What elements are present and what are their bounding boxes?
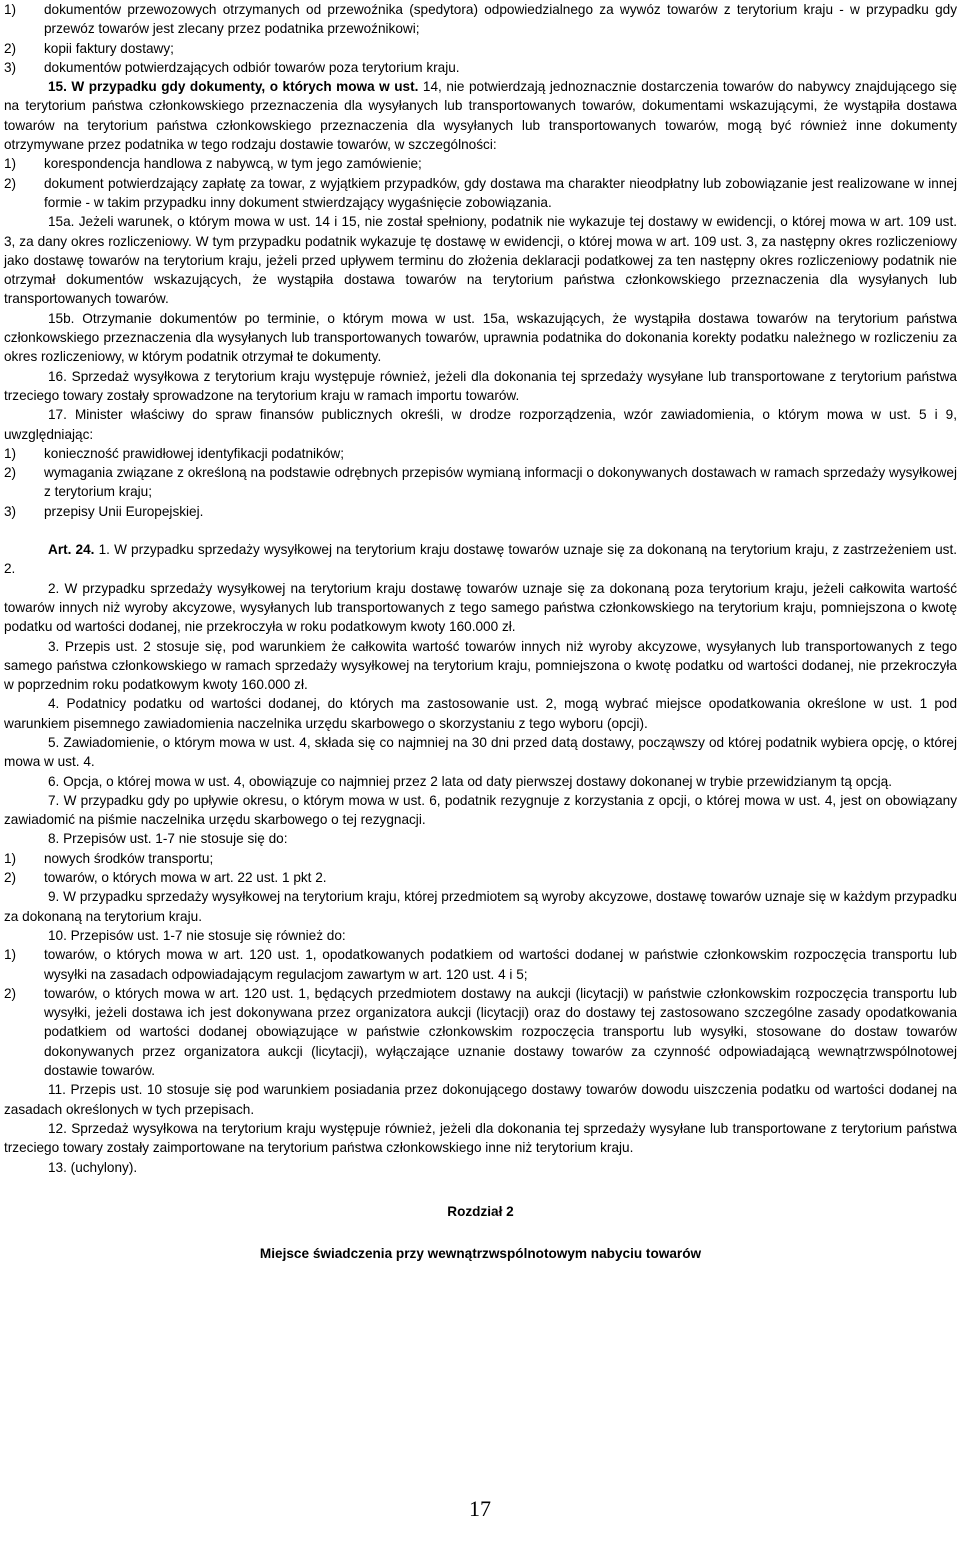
chapter-title: Miejsce świadczenia przy wewnątrzwspólnotowym nabyciu towarów	[259, 1246, 702, 1262]
spacer	[4, 521, 957, 540]
article-24-para-6: 6. Opcja, o której mowa w ust. 4, obowiązuje co najmniej przez 2 lata od daty pierwszej dostawy dokonanej w trybie przewidzianym tą opcją.	[48, 773, 892, 789]
top-list	[4, 0, 957, 77]
list-number: 1)	[4, 850, 17, 866]
list-number: 3)	[4, 59, 17, 75]
article-24-para-12: 12. Sprzedaż wysyłkowa na terytorium kraju występuje również, jeżeli dla dokonania tej sprzedaży wysyłane lub transportowane z terytorium państwa trzeciego towary zostały zaimportowane na terytorium państwa członkowskiego inne niż terytorium kraju.	[4, 1120, 957, 1156]
list-text: nowych środków transportu;	[44, 850, 214, 866]
list-number: 1)	[4, 947, 17, 963]
list-item	[4, 868, 957, 887]
list-text: towarów, o których mowa w art. 120 ust. 1, opodatkowanych podatkiem od wartości dodanej w państwie członkowskim rozpoczęcia transportu lub wysyłki na zasadach odpowiadającym regulacjom zawartym w art. 120 ust. 4 i 5;	[44, 947, 957, 982]
list-item	[4, 0, 957, 39]
list-text: przepisy Unii Europejskiej.	[44, 503, 204, 519]
list-text: dokument potwierdzający zapłatę za towar, z wyjątkiem przypadków, gdy dostawa ma charakter nieodpłatny lub zobowiązanie jest realizowane w innej formie - w takim przypadku inny dokument stwierdzający wygaśnięcie zobowiązania.	[44, 175, 957, 210]
list-item	[4, 502, 957, 521]
list-item	[4, 154, 957, 173]
article-24-para-2: 2. W przypadku sprzedaży wysyłkowej na terytorium kraju dostawę towarów uznaje się za dokonaną poza terytorium kraju, jeżeli całkowita wartość towarów innych niż wyroby akcyzowe, wysyłanych lub transportowanych z tego samego państwa członkowskiego na terytorium kraju, pomniejszona o kwotę podatku od wartości dodanej, nie przekroczyła w roku podatkowym kwoty 160.000 zł.	[4, 580, 957, 635]
list-number: 2)	[4, 175, 17, 191]
article-24-para-10: 10. Przepisów ust. 1-7 nie stosuje się również do:	[48, 927, 346, 943]
list-text: towarów, o których mowa w art. 120 ust. 1, będących przedmiotem dostawy na aukcji (licytacji) w państwie członkowskim rozpoczęcia transportu lub wysyłki, jeżeli dostawa ich jest dokonywana przez organizatora aukcji (licytacji) oraz do dostawy tej zastosowano szczególne zasady opodatkowania podatkiem od wartości dodanej obowiązujące w państwie członkowskim rozpoczęcia transportu lub wysyłki, stosowane do dostaw towarów dokonywanych przez organizatora aukcji (licytacji), wyłączające uznanie dostawy towarów za czynność odpowiadającą wewnątrzwspólnotowej dostawie towarów.	[44, 985, 957, 1079]
article-24-para-1	[4, 540, 957, 579]
list-number: 2)	[4, 870, 17, 886]
list-text: towarów, o których mowa w art. 22 ust. 1 pkt 2.	[44, 870, 327, 886]
list-text: korespondencja handlowa z nabywcą, w tym jego zamówienie;	[44, 156, 422, 172]
article-24-para-13: 13. (uchylony).	[48, 1159, 138, 1175]
paragraph-15b: 15b. Otrzymanie dokumentów po terminie, o którym mowa w ust. 15a, wskazujących, że wystąpiła dostawa towarów na terytorium państwa członkowskiego przeznaczenia dla wysyłanych lub transportowanych towarów, uprawnia podatnika do dokonania korekty podatku należnego w rozliczeniu za okres rozliczeniowy, w którym podatnik otrzymał te dokumenty.	[4, 310, 957, 365]
chapter-heading: Rozdział 2	[447, 1203, 514, 1219]
list-number: 3)	[4, 503, 17, 519]
article-24-para-3: 3. Przepis ust. 2 stosuje się, pod warunkiem że całkowita wartość towarów innych niż wyroby akcyzowe, wysyłanych lub transportowanych z tego samego państwa członkowskiego w ramach sprzedaży wysyłkowej na terytorium kraju, pomniejszona o kwotę podatku od wartości dodanej, nie przekroczyła w poprzednim roku podatkowym kwoty 160.000 zł.	[4, 638, 957, 693]
list-number: 1)	[4, 156, 17, 172]
article-24-para-7: 7. W przypadku gdy po upływie okresu, o którym mowa w ust. 6, podatnik rezygnuje z korzystania z opcji, o której mowa w ust. 4, jest on obowiązany zawiadomić na piśmie naczelnika urzędu skarbowego o tej rezygnacji.	[4, 792, 957, 828]
paragraph-15-head: 15. W przypadku gdy dokumenty, o których mowa w ust.	[48, 79, 419, 95]
list-number: 1)	[4, 445, 17, 461]
list-text: wymagania związane z określoną na podstawie odrębnych przepisów wymianą informacji o dokonywanych dostawach w ramach sprzedaży wysyłkowej z terytorium kraju;	[44, 465, 957, 500]
list-text: kopii faktury dostawy;	[44, 40, 174, 56]
list-item	[4, 39, 957, 58]
page-number: 17	[469, 1496, 491, 1521]
list-item	[4, 174, 957, 213]
article-24-para-8: 8. Przepisów ust. 1-7 nie stosuje się do:	[48, 831, 288, 847]
article-24-text-1: 1. W przypadku sprzedaży wysyłkowej na terytorium kraju dostawę towarów uznaje się za dokonaną na terytorium kraju, z zastrzeżeniem ust. 2.	[4, 542, 957, 577]
list-number: 2)	[4, 40, 17, 56]
paragraph-15a: 15a. Jeżeli warunek, o którym mowa w ust. 14 i 15, nie został spełniony, podatnik nie wykazuje tej dostawy w ewidencji, o której mowa w art. 109 ust. 3, za dany okres rozliczeniowy. W tym przypadku podatnik wykazuje tę dostawę w ewidencji, o której mowa w art. 109 ust. 3, za następny okres rozliczeniowy jako dostawę towarów na terytorium kraju, jeżeli przed upływem terminu do złożenia deklaracji podatkowej za ten następny okres rozliczeniowy podatnik nie otrzymał dokumentów wskazujących, że wystąpiła dostawa towarów na terytorium państwa członkowskiego przeznaczenia dla wysyłanych lub transportowanych towarów.	[4, 214, 957, 307]
article-24-para-8-list	[4, 849, 957, 888]
spacer	[4, 1177, 957, 1196]
list-number: 2)	[4, 985, 17, 1001]
list-number: 2)	[4, 465, 17, 481]
list-number: 1)	[4, 2, 17, 17]
article-24-para-5: 5. Zawiadomienie, o którym mowa w ust. 4, składa się co najmniej na 30 dni przed datą dostawy, począwszy od której podatnik wybiera opcję, o której mowa w ust. 4.	[4, 734, 957, 770]
list-item	[4, 849, 957, 868]
list-text: dokumentów przewozowych otrzymanych od przewoźnika (spedytora) odpowiedzialnego za wywóz towarów z terytorium kraju - w przypadku gdy przewóz towarów jest zlecany przez podatnika przewoźnikowi;	[44, 2, 957, 37]
list-item	[4, 984, 957, 1080]
list-text: konieczność prawidłowej identyfikacji podatników;	[44, 445, 344, 461]
paragraph-15	[4, 77, 957, 154]
article-24-para-4: 4. Podatnicy podatku od wartości dodanej, do których ma zastosowanie ust. 2, mogą wybrać miejsce opodatkowania określone w ust. 1 pod warunkiem pisemnego zawiadomienia naczelnika urzędu skarbowego o skorzystaniu z tego wyboru (opcji).	[4, 696, 957, 731]
article-24-para-11: 11. Przepis ust. 10 stosuje się pod warunkiem posiadania przez dokonującego dostawy towarów dowodu uiszczenia podatku od wartości dodanej na zasadach określonych w tych przepisach.	[4, 1082, 957, 1117]
paragraph-17-list	[4, 444, 957, 521]
list-item	[4, 463, 957, 502]
list-item	[4, 444, 957, 463]
article-label: Art. 24.	[48, 542, 95, 558]
article-24-para-10-list	[4, 945, 957, 1080]
list-item	[4, 945, 957, 984]
article-24-para-9: 9. W przypadku sprzedaży wysyłkowej na terytorium kraju, której przedmiotem są wyroby akcyzowe, dostawę towarów uznaje się w każdym przypadku za dokonaną na terytorium kraju.	[4, 889, 957, 924]
list-text: dokumentów potwierdzających odbiór towarów poza terytorium kraju.	[44, 59, 460, 75]
paragraph-15-body: 14, nie potwierdzają jednoznacznie dostarczenia towarów do nabywcy znajdującego się na terytorium państwa członkowskiego przeznaczenia dla wysyłanych lub transportowanych towarów, dokumentami wskazującymi, że wystąpiła dostawa towarów na terytorium państwa członkowskiego przeznaczenia dla wysyłanych lub transportowanych towarów, mogą być również inne dokumenty otrzymywane przez podatnika w tego rodzaju dostawie towarów, w szczególności:	[4, 79, 957, 153]
paragraph-16: 16. Sprzedaż wysyłkowa z terytorium kraju występuje również, jeżeli dla dokonania tej sprzedaży wysyłane lub transportowane z terytorium państwa trzeciego towary zostały sprowadzone na terytorium kraju w ramach importu towarów.	[4, 368, 957, 403]
paragraph-17: 17. Minister właściwy do spraw finansów publicznych określi, w drodze rozporządzenia, wzór zawiadomienia, o którym mowa w ust. 5 i 9, uwzględniając:	[4, 407, 957, 442]
spacer	[4, 1221, 957, 1240]
paragraph-15-list	[4, 154, 957, 212]
list-item	[4, 58, 957, 77]
